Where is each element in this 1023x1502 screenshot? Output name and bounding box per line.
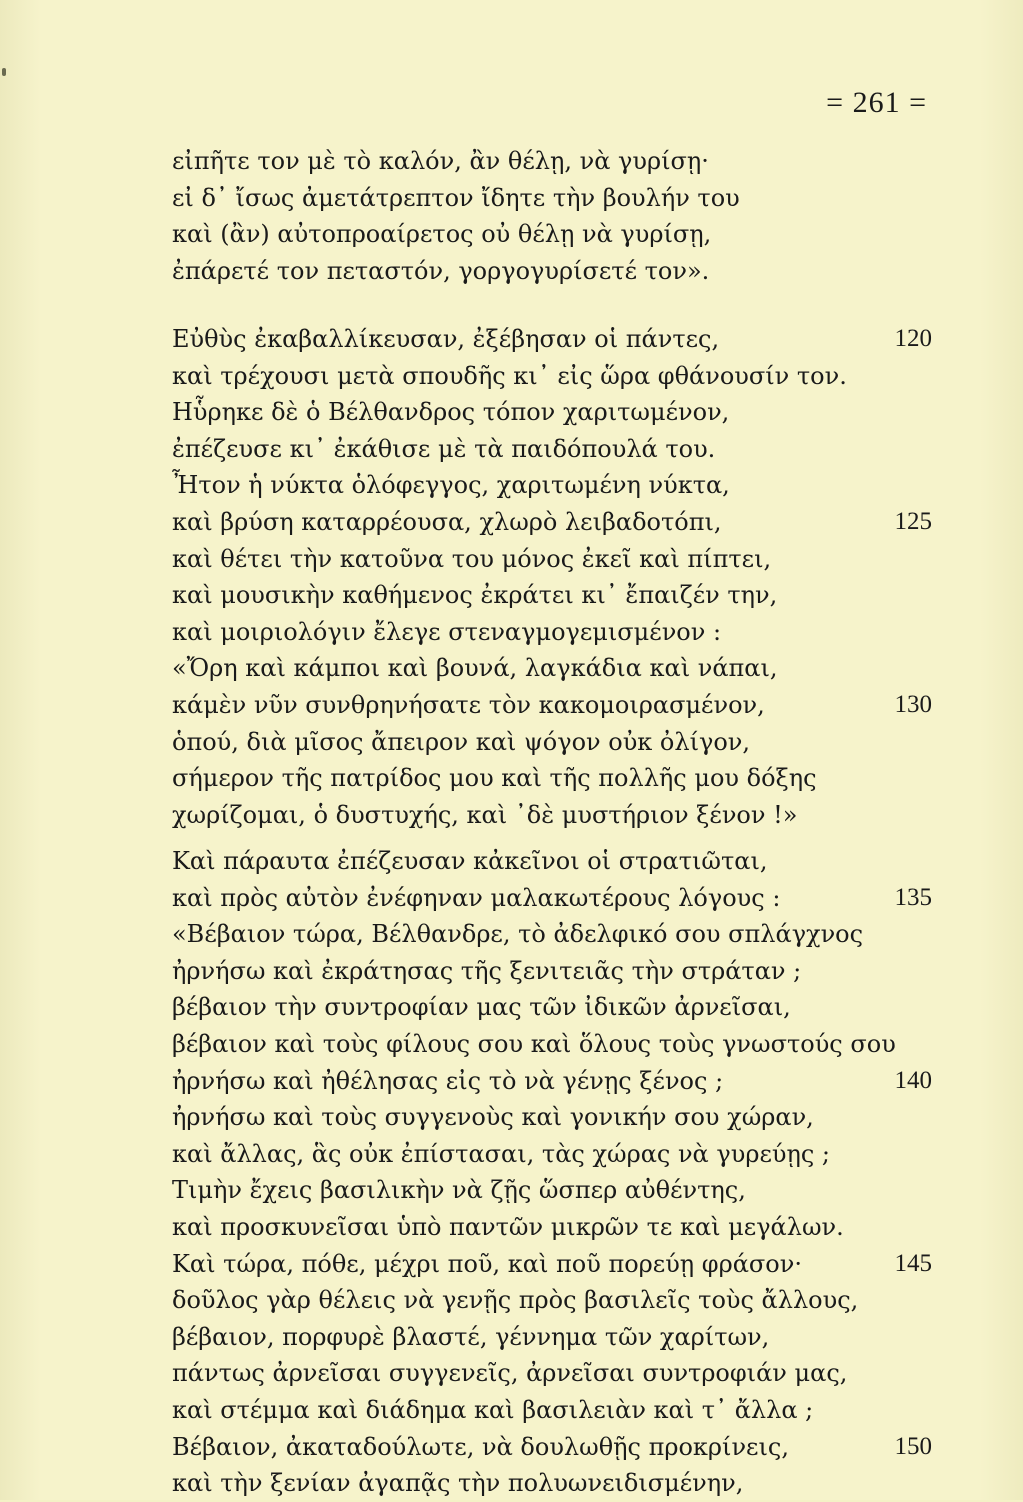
verse-line <box>172 321 932 358</box>
verse-text: Τιμὴν ἔχεις βασιλικὴν νὰ ζῇς ὥσπερ αὐθέντης, <box>172 1176 746 1205</box>
verse-text: «Βέβαιον τώρα, Βέλθανδρε, τὸ ἀδελφικό σου σπλάγχνος <box>172 920 864 949</box>
verse-text: πάντως ἀρνεῖσαι συγγενεῖς, ἀρνεῖσαι συντροφιάν μας, <box>172 1359 848 1388</box>
verse-text: καὶ πρὸς αὐτὸν ἐνέφηναν μαλακωτέρους λόγους : <box>172 883 781 912</box>
verse-text: ἐπάρετέ τον πεταστόν, γοργογυρίσετέ τον». <box>172 256 710 285</box>
verse-text: Καὶ τώρα, πόθε, μέχρι ποῦ, καὶ ποῦ πορεύῃ φράσον· <box>172 1249 802 1278</box>
verse-line <box>172 1465 932 1502</box>
verse-text: βέβαιον τὴν συντροφίαν μας τῶν ἰδικῶν ἀρνεῖσαι, <box>172 993 791 1022</box>
verse-text: σήμερον τῆς πατρίδος μου καὶ τῆς πολλῆς μου δόξης <box>172 764 817 793</box>
verse-line <box>172 1063 932 1100</box>
verse-text: Καὶ πάραυτα ἐπέζευσαν κἀκεῖνοι οἱ στρατιῶται, <box>172 847 768 875</box>
verse-line <box>172 760 932 797</box>
verse-text: χωρίζομαι, ὁ δυστυχής, καὶ ᾿δὲ μυστήριον ξένον !» <box>172 800 798 829</box>
verse-line <box>172 143 932 180</box>
line-number: 135 <box>894 883 932 911</box>
verse-text: Βέβαιον, ἀκαταδούλωτε, νὰ δουλωθῇς προκρίνεις, <box>172 1432 789 1461</box>
verse-line <box>172 1429 932 1466</box>
page-number: = 261 = <box>826 86 927 119</box>
verse-text: καὶ βρύση καταρρέουσα, χλωρὸ λειβαδοτόπι, <box>172 507 722 536</box>
verse-line <box>172 467 932 504</box>
verse-line <box>172 724 932 761</box>
verse-text: καὶ θέτει τὴν κατοῦνα του μόνος ἐκεῖ καὶ πίπτει, <box>172 544 772 573</box>
verse-text: εἰπῆτε τον μὲ τὸ καλόν, ἂν θέλῃ, νὰ γυρίσῃ· <box>172 147 709 175</box>
verse-line <box>172 687 932 724</box>
verse-text: ὁπού, διὰ μῖσος ἄπειρον καὶ ψόγον οὐκ ὀλίγον, <box>172 727 751 756</box>
verse-text: «Ὄρη καὶ κάμποι καὶ βουνά, λαγκάδια καὶ νάπαι, <box>172 654 778 683</box>
verse-line <box>172 253 932 290</box>
verse-text: καὶ προσκυνεῖσαι ὑπὸ παντῶν μικρῶν τε καὶ μεγάλων. <box>172 1212 844 1241</box>
verse-line <box>172 216 932 253</box>
verse-line <box>172 180 932 217</box>
verse-text: Εὐθὺς ἐκαβαλλίκευσαν, ἐξέβησαν οἱ πάντες, <box>172 325 720 353</box>
stanza-1 <box>172 143 932 289</box>
margin-mark <box>2 68 6 76</box>
verse-line <box>172 358 932 395</box>
verse-text: Ηὗρηκε δὲ ὁ Βέλθανδρος τόπον χαριτωμένον, <box>172 398 730 427</box>
verse-line <box>172 394 932 431</box>
line-number: 145 <box>894 1249 932 1277</box>
verse-text: καὶ μοιριολόγιν ἔλεγε στεναγμογεμισμένον : <box>172 617 722 646</box>
line-number: 130 <box>894 690 932 718</box>
verse-line <box>172 1026 932 1063</box>
verse-text: ἠρνήσω καὶ τοὺς συγγενοὺς καὶ γονικήν σου χώραν, <box>172 1103 814 1132</box>
verse-line <box>172 504 932 541</box>
verse-line <box>172 431 932 468</box>
verse-text: καὶ ἄλλας, ἃς οὐκ ἐπίστασαι, τὰς χώρας νὰ γυρεύῃς ; <box>172 1139 830 1168</box>
verse-line <box>172 1172 932 1209</box>
verse-line <box>172 541 932 578</box>
line-number: 150 <box>894 1432 932 1460</box>
verse-line <box>172 1099 932 1136</box>
verse-text: εἰ δ᾽ ἴσως ἀμετάτρεπτον ἴδητε τὴν βουλήν του <box>172 183 740 212</box>
verse-text: Ἦτον ἡ νύκτα ὁλόφεγγος, χαριτωμένη νύκτα, <box>172 471 730 500</box>
line-number: 140 <box>894 1066 932 1094</box>
verse-text: καὶ τὴν ξενίαν ἀγαπᾷς τὴν πολυωνειδισμένην, <box>172 1469 744 1498</box>
verse-line <box>172 1246 932 1283</box>
verse-line <box>172 1282 932 1319</box>
verse-text: βέβαιον καὶ τοὺς φίλους σου καὶ ὅλους τοὺς γνωστούς σου <box>172 1029 896 1058</box>
stanza-3 <box>172 843 932 1502</box>
verse-line <box>172 577 932 614</box>
line-number: 120 <box>894 325 932 352</box>
verse-line <box>172 953 932 990</box>
verse-text: καὶ τρέχουσι μετὰ σπουδῆς κι᾽ εἰς ὥρα φθάνουσίν τον. <box>172 361 847 390</box>
verse-line <box>172 880 932 917</box>
verse-text: καὶ στέμμα καὶ διάδημα καὶ βασιλειὰν καὶ τ᾽ ἄλλα ; <box>172 1395 814 1424</box>
verse-text: κάμὲν νῦν συνθρηνήσατε τὸν κακομοιρασμένον, <box>172 690 765 719</box>
verse-text: ἠρνήσω καὶ ἠθέλησας εἰς τὸ νὰ γένῃς ξένος ; <box>172 1066 724 1095</box>
verse-line <box>172 614 932 651</box>
verse-line <box>172 1209 932 1246</box>
verse-line <box>172 1355 932 1392</box>
verse-text: δοῦλος γὰρ θέλεις νὰ γενῇς πρὸς βασιλεῖς τοὺς ἄλλους, <box>172 1286 859 1315</box>
verse-line <box>172 1136 932 1173</box>
verse-text: καὶ (ἂν) αὐτοπροαίρετος οὐ θέλῃ νὰ γυρίσῃ, <box>172 220 712 249</box>
stanza-2 <box>172 321 932 833</box>
verse-line <box>172 797 932 834</box>
verse-line <box>172 650 932 687</box>
verse-line <box>172 916 932 953</box>
verse-text: καὶ μουσικὴν καθήμενος ἐκράτει κι᾽ ἔπαιζέν την, <box>172 581 778 610</box>
verse-line <box>172 989 932 1026</box>
verse-text: ἐπέζευσε κι᾽ ἐκάθισε μὲ τὰ παιδόπουλά του. <box>172 434 716 463</box>
verse-line <box>172 843 932 880</box>
verse-line <box>172 1392 932 1429</box>
verse-text: ἠρνήσω καὶ ἐκράτησας τῆς ξενιτειᾶς τὴν στράταν ; <box>172 956 802 985</box>
verse-text: βέβαιον, πορφυρὲ βλαστέ, γέννημα τῶν χαρίτων, <box>172 1322 770 1351</box>
line-number: 125 <box>894 507 932 535</box>
verse-line <box>172 1319 932 1356</box>
